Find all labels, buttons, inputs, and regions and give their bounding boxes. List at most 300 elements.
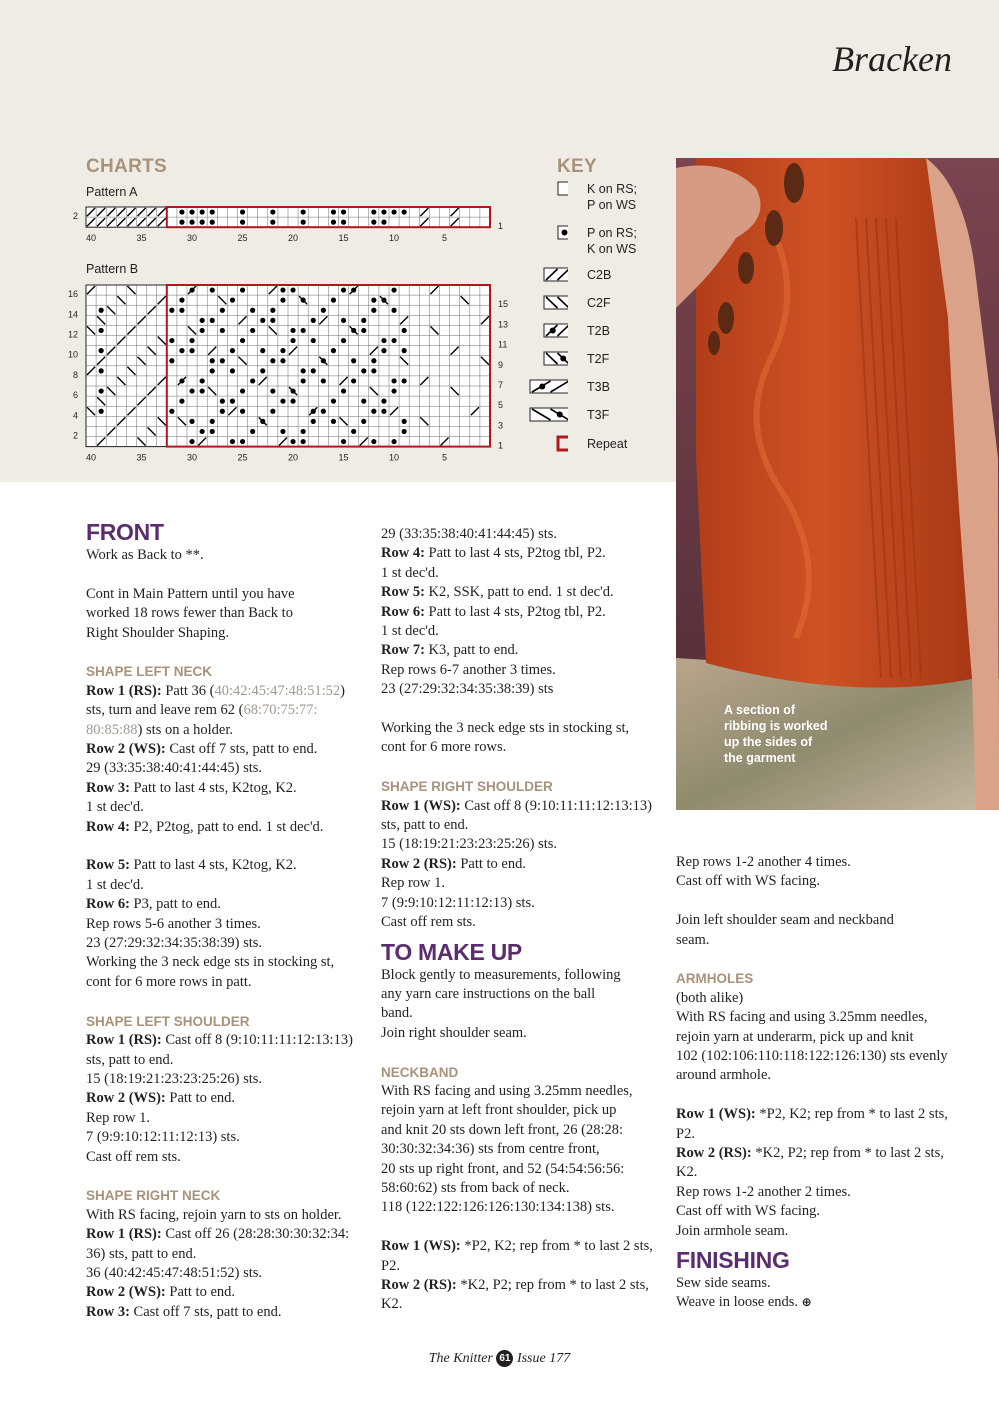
key-label-line: K on WS <box>587 242 637 256</box>
col-label: 10 <box>389 233 400 244</box>
purl-dot <box>371 368 376 373</box>
purl-dot <box>341 388 346 393</box>
row-label-right: 3 <box>498 420 504 431</box>
text-line: 23 (27:29:32:34:35:38:39) sts. <box>86 935 263 952</box>
text-line: Row 5: K2, SSK, patt to end. 1 st dec'd. <box>381 584 614 601</box>
purl-dot <box>240 338 245 343</box>
col-label: 35 <box>136 233 147 244</box>
purl-dot <box>260 348 265 353</box>
purl-dot <box>290 328 295 333</box>
text-line: With RS facing and using 3.25mm needles, <box>676 1009 928 1026</box>
key-label-line: T2F <box>587 352 610 366</box>
text-line: P2. <box>676 1125 695 1142</box>
text-line: 29 (33:35:38:40:41:44:45) sts. <box>86 760 263 777</box>
page-number: 61 <box>496 1350 513 1367</box>
col-label: 15 <box>338 233 349 244</box>
purl-dot <box>361 419 366 424</box>
purl-dot <box>301 220 306 225</box>
row-label-right: 1 <box>498 221 504 232</box>
purl-dot <box>321 378 326 383</box>
purl-dot <box>210 368 215 373</box>
row-label-left: 10 <box>67 349 78 360</box>
text-line: Join right shoulder seam. <box>381 1024 527 1041</box>
shape-right-shoulder-heading: SHAPE RIGHT SHOULDER <box>381 779 553 795</box>
row-label-left: 6 <box>72 390 78 401</box>
text-line: (both alike) <box>676 989 744 1006</box>
text-line: Row 1 (RS): Patt 36 (40:42:45:47:48:51:52) <box>86 682 345 699</box>
row-label-right: 9 <box>498 359 504 370</box>
purl-dot <box>391 439 396 444</box>
text-line: Row 1 (RS): Cast off 8 (9:10:11:11:12:13:13) <box>86 1032 353 1049</box>
purl-dot <box>381 348 386 353</box>
purl-dot <box>189 439 194 444</box>
text-line: Rep row 1. <box>86 1109 151 1126</box>
purl-dot <box>311 318 316 323</box>
text-line: Row 2 (RS): *K2, P2; rep from * to last 2 sts, <box>381 1276 649 1293</box>
row-label-right: 1 <box>498 440 504 451</box>
purl-dot <box>200 209 205 214</box>
text-line: Sew side seams. <box>676 1275 771 1292</box>
purl-dot <box>210 429 215 434</box>
row-label-left: 16 <box>67 289 78 300</box>
text-line: Row 2 (RS): *K2, P2; rep from * to last 2 sts, <box>676 1145 944 1162</box>
purl-dot <box>290 439 295 444</box>
pattern-a-chart <box>66 202 526 250</box>
purl-dot <box>301 328 306 333</box>
key-label <box>587 323 610 339</box>
key-label-line: P on RS; <box>587 226 637 240</box>
purl-dot <box>301 378 306 383</box>
text-line: 7 (9:9:10:12:11:12:13) sts. <box>381 894 535 911</box>
photo-caption: A section of ribbing is worked up the sides of the garment <box>724 703 828 765</box>
text-line: Row 3: Patt to last 4 sts, K2tog, K2. <box>86 779 297 796</box>
text-line: 1 st dec'd. <box>381 564 439 581</box>
t3f-icon <box>528 406 568 426</box>
text-line: 23 (27:29:32:34:35:38:39) sts <box>381 681 554 698</box>
text-line: Row 7: K3, patt to end. <box>381 642 519 659</box>
text-line: Row 2 (WS): Patt to end. <box>86 1090 236 1107</box>
key-dot <box>539 384 545 390</box>
key-label-line: P on WS <box>587 198 637 212</box>
column-1 <box>86 518 371 1322</box>
text-line: Join armhole seam. <box>676 1222 789 1239</box>
purl-dot <box>402 378 407 383</box>
purl-dot <box>331 220 336 225</box>
purl-dot <box>169 358 174 363</box>
magazine-name: The Knitter <box>428 1351 497 1366</box>
purl-dot <box>250 328 255 333</box>
purl-dot <box>189 220 194 225</box>
purl-dot <box>280 287 285 292</box>
text-line: cont for 6 more rows in patt. <box>86 973 252 990</box>
text-line: Row 2 (RS): Patt to end. <box>381 855 526 872</box>
purl-dot <box>301 209 306 214</box>
purl-dot <box>381 209 386 214</box>
purl-dot <box>179 348 184 353</box>
col-label: 20 <box>288 233 299 244</box>
row-label-right: 13 <box>498 319 509 330</box>
purl-dot <box>402 429 407 434</box>
purl-dot <box>331 209 336 214</box>
text-line: Row 6: Patt to last 4 sts, P2tog tbl, P2. <box>381 603 606 620</box>
purl-dot <box>240 287 245 292</box>
text-line: Cast off rem sts. <box>86 1148 181 1165</box>
shape-left-neck-heading: SHAPE LEFT NECK <box>86 664 213 680</box>
text-line: 1 st dec'd. <box>381 623 439 640</box>
text-line: Row 3: Cast off 7 sts, patt to end. <box>86 1303 282 1320</box>
row-label-left: 14 <box>67 309 78 320</box>
dot-square-icon <box>528 224 568 244</box>
purl-dot <box>391 338 396 343</box>
purl-dot <box>391 388 396 393</box>
purl-dot <box>250 429 255 434</box>
finishing-heading: FINISHING <box>676 1247 790 1274</box>
purl-dot <box>270 209 275 214</box>
pattern-b-label: Pattern B <box>86 262 139 276</box>
text-line: Row 5: Patt to last 4 sts, K2tog, K2. <box>86 857 297 874</box>
text-line: 102 (102:106:110:118:122:126:130) sts evenly <box>676 1048 948 1065</box>
text-line: 15 (18:19:21:23:23:25:26) sts. <box>381 836 558 853</box>
text-line: Row 1 (WS): *P2, K2; rep from * to last 2 sts, <box>381 1238 653 1255</box>
purl-dot <box>210 419 215 424</box>
text-line: 1 st dec'd. <box>86 876 144 893</box>
purl-dot <box>351 429 356 434</box>
purl-dot <box>402 209 407 214</box>
purl-dot <box>341 220 346 225</box>
purl-dot <box>371 298 376 303</box>
purl-dot <box>250 308 255 313</box>
pattern-b-chart <box>66 280 526 466</box>
purl-dot <box>351 358 356 363</box>
row-label-right: 7 <box>498 379 504 390</box>
col-label: 25 <box>237 233 248 244</box>
row-label-right: 5 <box>498 400 504 411</box>
text-line: any yarn care instructions on the ball <box>381 985 596 1002</box>
text-line: 1 st dec'd. <box>86 799 144 816</box>
row-label-left: 4 <box>72 410 78 421</box>
purl-dot <box>189 388 194 393</box>
purl-dot <box>179 298 184 303</box>
key-label <box>587 351 609 367</box>
purl-dot <box>270 308 275 313</box>
purl-dot <box>301 439 306 444</box>
purl-dot <box>381 409 386 414</box>
purl-dot <box>240 409 245 414</box>
purl-dot <box>351 378 356 383</box>
key-label-line: T3B <box>587 380 610 394</box>
text-line: Working the 3 neck edge sts in stocking st, <box>86 954 335 971</box>
purl-dot <box>220 399 225 404</box>
key-label-line: C2F <box>587 296 611 310</box>
purl-dot <box>210 287 215 292</box>
text-line: Working the 3 neck edge sts in stocking st, <box>381 720 630 737</box>
purl-dot <box>381 399 386 404</box>
purl-dot <box>402 328 407 333</box>
text-line: Row 2 (WS): Cast off 7 sts, patt to end. <box>86 741 318 758</box>
text-line: Row 1 (WS): Cast off 8 (9:10:11:11:12:13:13) <box>381 797 652 814</box>
key-label <box>587 436 627 452</box>
col-label: 40 <box>86 233 97 244</box>
purl-dot <box>311 338 316 343</box>
text-line: 7 (9:9:10:12:11:12:13) sts. <box>86 1129 240 1146</box>
key-label-line: T3F <box>587 408 610 422</box>
purl-dot <box>99 368 104 373</box>
text-line: 58:60:62) sts from back of neck. <box>381 1179 570 1196</box>
purl-dot <box>290 399 295 404</box>
key-square <box>558 182 568 195</box>
purl-dot <box>391 378 396 383</box>
purl-dot <box>371 209 376 214</box>
purl-dot <box>341 338 346 343</box>
text-line: Rep rows 6-7 another 3 times. <box>381 661 556 678</box>
text-line: K2. <box>676 1164 698 1181</box>
purl-dot <box>99 388 104 393</box>
purl-dot <box>402 419 407 424</box>
purl-dot <box>220 358 225 363</box>
row-label-right: 15 <box>498 299 509 310</box>
text-line: band. <box>381 1005 413 1022</box>
purl-dot <box>250 378 255 383</box>
text-line: 20 sts up right front, and 52 (54:54:56:56: <box>381 1160 625 1177</box>
purl-dot <box>341 287 346 292</box>
row-label-left: 8 <box>72 369 78 380</box>
key-label-line: C2B <box>587 268 612 282</box>
purl-dot <box>179 209 184 214</box>
text-line: 15 (18:19:21:23:23:25:26) sts. <box>86 1070 263 1087</box>
text-line: Weave in loose ends. ⊕ <box>676 1294 812 1311</box>
purl-dot <box>189 348 194 353</box>
purl-dot <box>210 209 215 214</box>
purl-dot <box>189 338 194 343</box>
key-label-line: Repeat <box>587 437 628 451</box>
text-line: sts, patt to end. <box>86 1051 174 1068</box>
purl-dot <box>200 220 205 225</box>
purl-dot <box>99 348 104 353</box>
text-line: Row 1 (RS): Cast off 26 (28:28:30:30:32:34: <box>86 1226 350 1243</box>
text-line: sts, patt to end. <box>381 817 469 834</box>
c2b-icon <box>528 266 568 286</box>
c2f-icon <box>528 294 568 314</box>
purl-dot <box>361 399 366 404</box>
purl-dot <box>361 328 366 333</box>
purl-dot <box>169 308 174 313</box>
purl-dot <box>341 318 346 323</box>
key-label <box>587 225 637 257</box>
purl-dot <box>381 220 386 225</box>
purl-dot <box>280 399 285 404</box>
key-label-line: T2B <box>587 324 610 338</box>
purl-dot <box>391 308 396 313</box>
text-line: Rep row 1. <box>381 875 446 892</box>
front-heading: FRONT <box>86 519 164 545</box>
key-dot <box>550 328 556 334</box>
text-line: Row 4: P2, P2tog, patt to end. 1 st dec'd. <box>86 818 324 835</box>
purl-dot <box>99 328 104 333</box>
text-line: Block gently to measurements, following <box>381 966 621 983</box>
pattern-a-label: Pattern A <box>86 185 138 199</box>
text-line: 80:85:88) sts on a holder. <box>86 721 234 738</box>
purl-dot <box>169 409 174 414</box>
text-line: around armhole. <box>676 1067 772 1084</box>
purl-dot <box>371 439 376 444</box>
purl-dot <box>371 308 376 313</box>
text-line: rejoin yarn at left front shoulder, pick up <box>381 1102 617 1119</box>
purl-dot <box>270 388 275 393</box>
purl-dot <box>210 220 215 225</box>
t3b-icon <box>528 378 568 398</box>
purl-dot <box>200 378 205 383</box>
text-line: 36) sts, patt to end. <box>86 1245 197 1262</box>
key-dot <box>557 412 563 418</box>
shape-right-neck-heading: SHAPE RIGHT NECK <box>86 1188 221 1204</box>
repeat-box-icon <box>528 435 568 455</box>
purl-dot <box>179 308 184 313</box>
purl-dot <box>220 409 225 414</box>
end-mark-icon: ⊕ <box>801 1295 812 1310</box>
charts-heading: CHARTS <box>86 156 167 177</box>
purl-dot <box>240 388 245 393</box>
col-label: 30 <box>187 233 198 244</box>
purl-dot <box>331 419 336 424</box>
purl-dot <box>280 348 285 353</box>
key-label-line: K on RS; <box>587 182 638 196</box>
purl-dot <box>391 287 396 292</box>
t2b-icon <box>528 322 568 342</box>
purl-dot <box>311 419 316 424</box>
purl-dot <box>311 368 316 373</box>
text-line: rejoin yarn at underarm, pick up and knit <box>676 1028 914 1045</box>
row-label-left: 2 <box>72 211 78 222</box>
col-label: 5 <box>442 452 448 463</box>
text-line: Row 6: P3, patt to end. <box>86 896 221 913</box>
row-label-left: 12 <box>67 329 78 340</box>
purl-dot <box>270 318 275 323</box>
purl-dot <box>290 338 295 343</box>
purl-dot <box>210 358 215 363</box>
key-label <box>587 379 610 395</box>
column-2 <box>381 525 671 1315</box>
text-line: K2. <box>381 1296 403 1313</box>
purl-dot <box>230 368 235 373</box>
text-line: Cast off rem sts. <box>381 914 476 931</box>
key-label <box>587 267 611 283</box>
purl-dot <box>331 399 336 404</box>
purl-dot <box>402 348 407 353</box>
purl-dot <box>200 388 205 393</box>
col-label: 40 <box>86 452 97 463</box>
t2f-icon <box>528 350 568 370</box>
text-line: Rep rows 1-2 another 2 times. <box>676 1183 851 1200</box>
text-line: Cont in Main Pattern until you have <box>86 585 295 602</box>
purl-dot <box>200 328 205 333</box>
col-label: 35 <box>136 452 147 463</box>
purl-dot <box>260 368 265 373</box>
purl-dot <box>270 220 275 225</box>
purl-dot <box>331 348 336 353</box>
text-line: 118 (122:122:126:126:130:134:138) sts. <box>381 1199 615 1216</box>
purl-dot <box>341 439 346 444</box>
text-line: With RS facing and using 3.25mm needles, <box>381 1082 633 1099</box>
page-title: Bracken <box>832 39 952 79</box>
text-line: 29 (33:35:38:40:41:44:45) sts. <box>381 526 558 542</box>
purl-dot <box>230 348 235 353</box>
key-repeat <box>558 437 568 450</box>
text-line: Rep rows 1-2 another 4 times. <box>676 854 851 870</box>
text-line: Cast off with WS facing. <box>676 1203 821 1220</box>
purl-dot <box>169 338 174 343</box>
col-label: 25 <box>237 452 248 463</box>
text-line: Row 2 (WS): Patt to end. <box>86 1284 236 1301</box>
purl-dot <box>381 338 386 343</box>
purl-dot <box>220 308 225 313</box>
purl-dot <box>210 318 215 323</box>
purl-dot <box>230 439 235 444</box>
purl-dot <box>240 220 245 225</box>
text-line: Rep rows 5-6 another 3 times. <box>86 915 261 932</box>
armholes-heading: ARMHOLES <box>676 971 754 987</box>
purl-dot <box>189 209 194 214</box>
column-3 <box>676 853 966 1313</box>
purl-dot <box>189 419 194 424</box>
key-heading: KEY <box>557 156 597 177</box>
purl-dot <box>99 409 104 414</box>
to-make-up-heading: TO MAKE UP <box>381 938 522 965</box>
purl-dot <box>321 409 326 414</box>
purl-dot <box>280 298 285 303</box>
purl-dot <box>270 358 275 363</box>
purl-dot <box>220 328 225 333</box>
purl-dot <box>179 399 184 404</box>
col-label: 20 <box>288 452 299 463</box>
empty-square-icon <box>528 180 568 200</box>
row-label-right: 11 <box>498 339 508 350</box>
purl-dot <box>240 209 245 214</box>
purl-dot <box>371 409 376 414</box>
purl-dot <box>391 209 396 214</box>
text-line: and knit 20 sts down left front, 26 (28:28: <box>381 1121 624 1138</box>
text-line: 30:30:32:34:36) sts from centre front, <box>381 1141 600 1158</box>
purl-dot <box>301 368 306 373</box>
row-label-left: 2 <box>72 430 78 441</box>
key-label <box>587 181 637 213</box>
purl-dot <box>270 409 275 414</box>
text-line: worked 18 rows fewer than Back to <box>86 605 293 622</box>
purl-dot <box>230 298 235 303</box>
text-line: Right Shoulder Shaping. <box>86 624 229 641</box>
text-line: sts, turn and leave rem 62 (68:70:75:77: <box>86 702 318 719</box>
purl-dot <box>331 298 336 303</box>
purl-dot <box>230 399 235 404</box>
shape-left-shoulder-heading: SHAPE LEFT SHOULDER <box>86 1013 250 1029</box>
purl-dot <box>280 429 285 434</box>
issue-number: Issue 177 <box>513 1351 571 1366</box>
purl-dot <box>280 358 285 363</box>
col-label: 30 <box>187 452 198 463</box>
key-label <box>587 407 609 423</box>
key-label <box>587 295 611 311</box>
text-line: Row 1 (WS): *P2, K2; rep from * to last 2 sts, <box>676 1106 948 1123</box>
purl-dot <box>99 308 104 313</box>
text-line: 36 (40:42:45:47:48:51:52) sts. <box>86 1264 263 1281</box>
key-dot <box>562 230 568 236</box>
col-label: 10 <box>389 452 400 463</box>
purl-dot <box>260 318 265 323</box>
text-line: Work as Back to **. <box>86 547 204 563</box>
text-line: cont for 6 more rows. <box>381 739 507 756</box>
purl-dot <box>361 318 366 323</box>
text-line: seam. <box>676 931 710 948</box>
purl-dot <box>200 429 205 434</box>
